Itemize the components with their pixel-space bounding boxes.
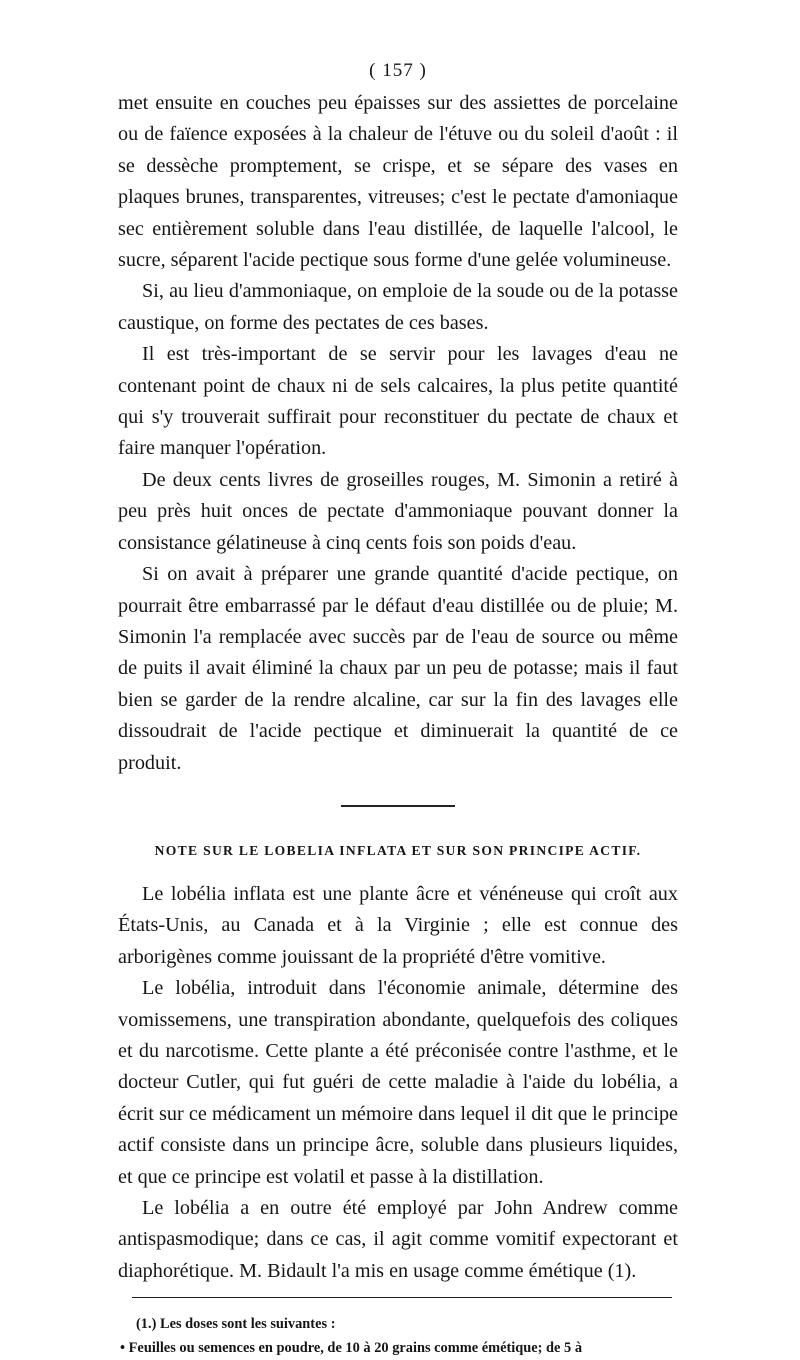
- paragraph-lavages: Il est très-important de se servir pour les lavages d'eau ne contenant point de chaux ni de sels calcaires, la plus petite quantité qui s'y trouverait suffirait pour reconstituer du pectate de chaux et faire manquer l'opération.: [118, 343, 678, 460]
- top-section: [118, 88, 678, 779]
- paragraph-lobelia-intro: Le lobélia inflata est une plante âcre et vénéneuse qui croît aux États-Unis, au Canada et à la Virginie ; elle est connue des arborigènes comme jouissant de la propriété d'être vomitive.: [118, 882, 678, 968]
- paragraph-groseilles: De deux cents livres de groseilles rouges, M. Simonin a retiré à peu près huit onces de pectate d'ammoniaque pouvant donner la consistance gélatineuse à cinq cents fois son poids d'eau.: [118, 468, 678, 554]
- paragraph-lobelia-effects: Le lobélia, introduit dans l'économie animale, détermine des vomissemens, une transpiration abondante, quelquefois des coliques et du narcotisme. Cette plante a été préconisée contre l'asthme, et le docteur Cutler, qui fut guéri de cette maladie à l'aide du lobélia, a écrit sur ce médicament un mémoire dans lequel il dit que le principe actif consiste dans un principe âcre, soluble dans plusieurs liquides, et que ce principe est volatil et passe à la distillation.: [118, 977, 678, 1188]
- paragraph-continuation: met ensuite en couches peu épaisses sur des assiettes de porcelaine ou de faïence exposées à la chaleur de l'étuve ou du soleil d'août : il se dessèche promptement, se crispe, et se sépare des vases en plaques brunes, transparentes, vitreuses; c'est le pectate d'amoniaque sec entièrement soluble dans l'eau distillée, de laquelle l'alcool, le sucre, séparent l'acide pectique sous forme d'une gelée volumineuse.: [118, 92, 678, 272]
- footnote-divider: [132, 1297, 672, 1298]
- paragraph-soude-potasse: Si, au lieu d'ammoniaque, on emploie de la soude ou de la potasse caustique, on forme des pectates de ces bases.: [118, 280, 678, 334]
- paragraph-acide-pectique: Si on avait à préparer une grande quantité d'acide pectique, on pourrait être embarrassé par le défaut d'eau distillée ou de pluie; M. Simonin l'a remplacée avec succès par de l'eau de source ou même de puits il avait éliminé la chaux par un peu de potasse; mais il faut bien se garder de la rendre alcaline, car sur la fin des lavages elle dissoudrait de l'acide pectique et diminuerait la quantité de ce produit.: [118, 563, 678, 774]
- lobelia-section: [118, 879, 678, 1287]
- document-page: [118, 58, 678, 1360]
- page-number: ( 157 ): [369, 60, 427, 81]
- footnote-2: • Feuilles ou semences en poudre, de 10 à 20 grains comme émétique; de 5 à: [120, 1340, 583, 1357]
- section-title: NOTE SUR LE LOBELIA INFLATA ET SUR SON PRINCIPE ACTIF.: [154, 842, 642, 858]
- footnote-1: (1.) Les doses sont les suivantes :: [136, 1316, 336, 1333]
- section-divider: [341, 805, 455, 807]
- paragraph-lobelia-usage: Le lobélia a en outre été employé par John Andrew comme antispasmodique; dans ce cas, il agit comme vomitif expectorant et diaphorétique. M. Bidault l'a mis en usage comme émétique (1).: [118, 1197, 678, 1282]
